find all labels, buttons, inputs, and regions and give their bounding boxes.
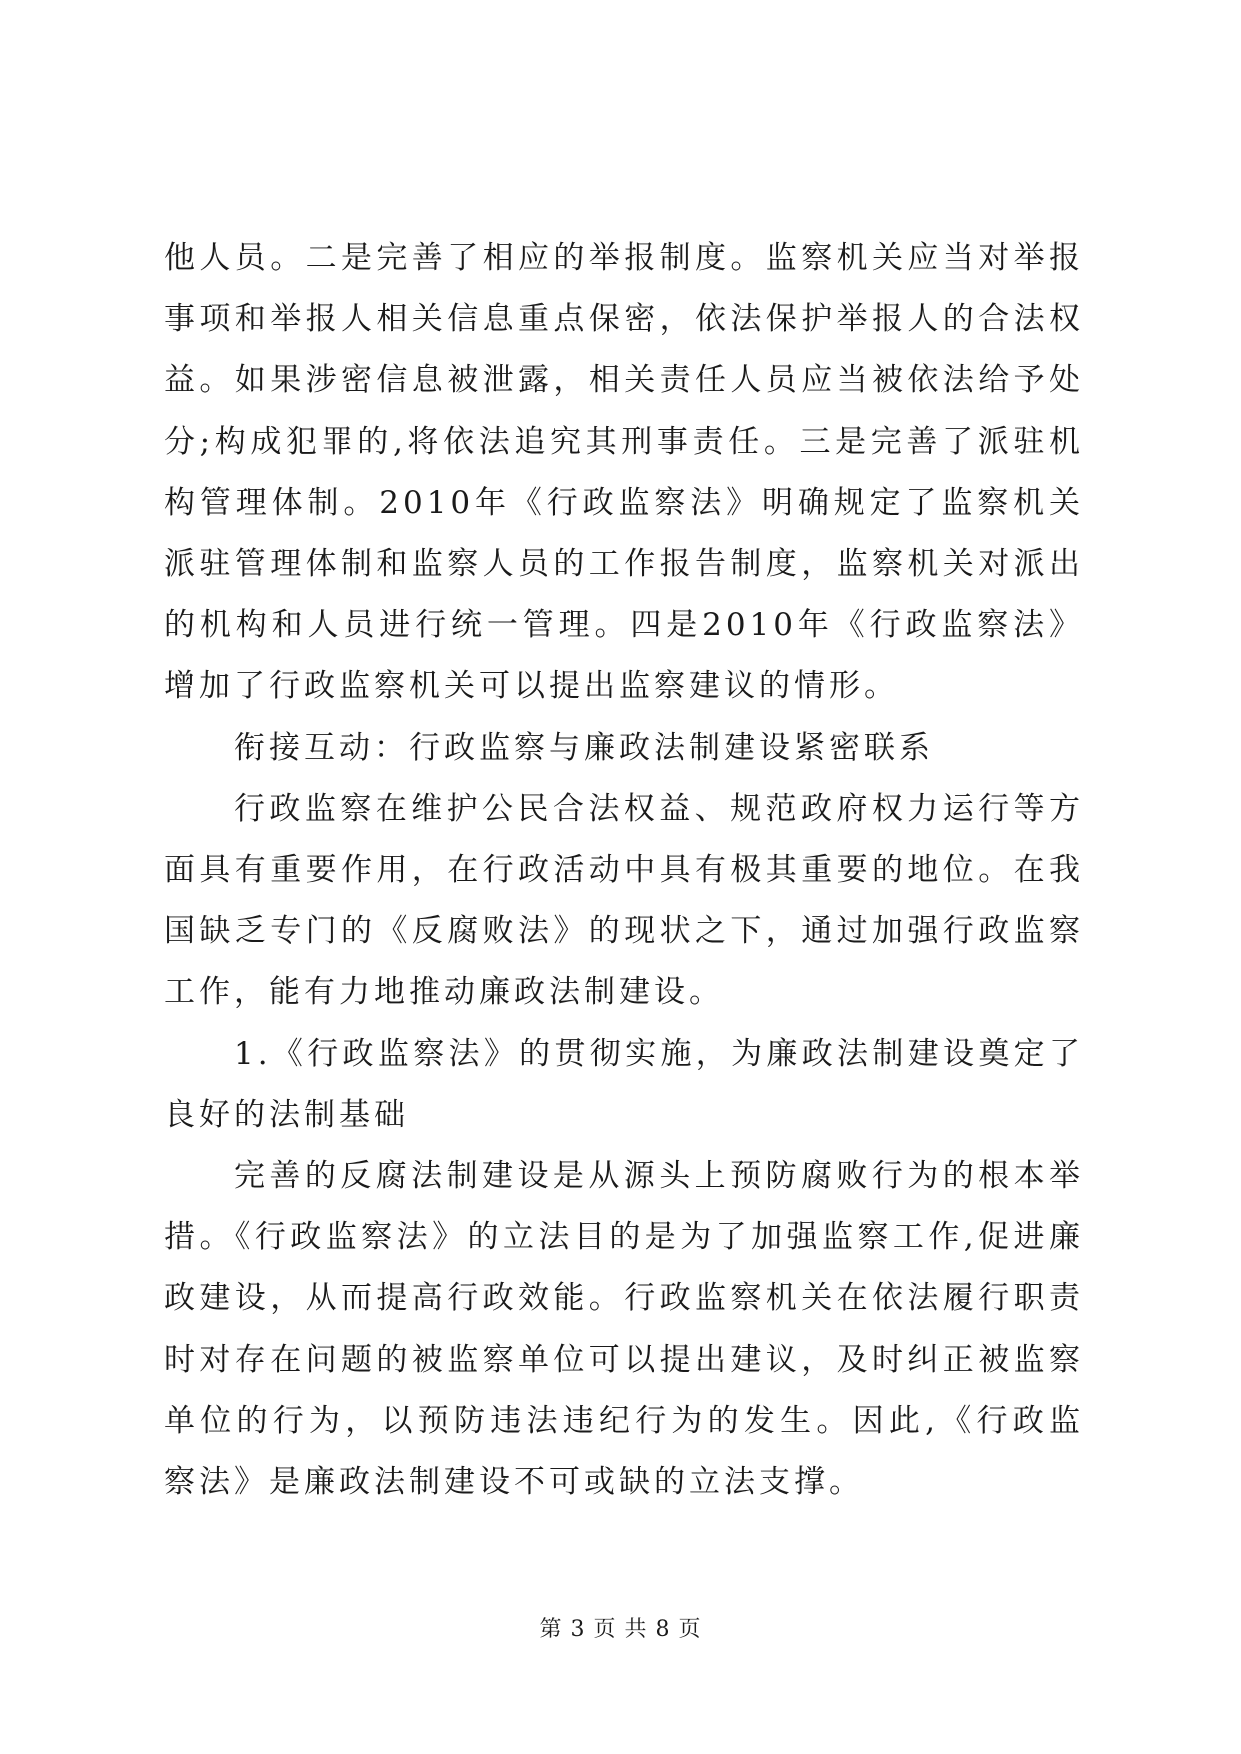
paragraph-body: 完善的反腐法制建设是从源头上预防腐败行为的根本举措。《行政监察法》的立法目的是为了加强监察工作,促进廉政建设，从而提高行政效能。行政监察机关在依法履行职责时对存在问题的被监察单位可以提出建议，及时纠正被监察单位的行为，以预防违法违纪行为的发生。因此,《行政监察法》是廉政法制建设不可或缺的立法支撑。 (164, 1158, 1084, 1501)
subsection-heading: 1.《行政监察法》的贯彻实施，为廉政法制建设奠定了良好的法制基础 (164, 1035, 1084, 1133)
page-number-footer: 第 3 页 共 8 页 (539, 1617, 702, 1642)
paragraph-intro: 行政监察在维护公民合法权益、规范政府权力运行等方面具有重要作用，在行政活动中具有极其重要的地位。在我国缺乏专门的《反腐败法》的现状之下，通过加强行政监察工作，能有力地推动廉政法制建设。 (164, 790, 1084, 1011)
document-body (164, 228, 1084, 1513)
section-heading: 衔接互动：行政监察与廉政法制建设紧密联系 (234, 729, 934, 766)
paragraph-continuation: 他人员。二是完善了相应的举报制度。监察机关应当对举报事项和举报人相关信息重点保密，依法保护举报人的合法权益。如果涉密信息被泄露，相关责任人员应当被依法给予处分;构成犯罪的,将依法追究其刑事责任。三是完善了派驻机构管理体制。2010年《行政监察法》明确规定了监察机关派驻管理体制和监察人员的工作报告制度，监察机关对派出的机构和人员进行统一管理。四是2010年《行政监察法》增加了行政监察机关可以提出监察建议的情形。 (164, 240, 1084, 705)
